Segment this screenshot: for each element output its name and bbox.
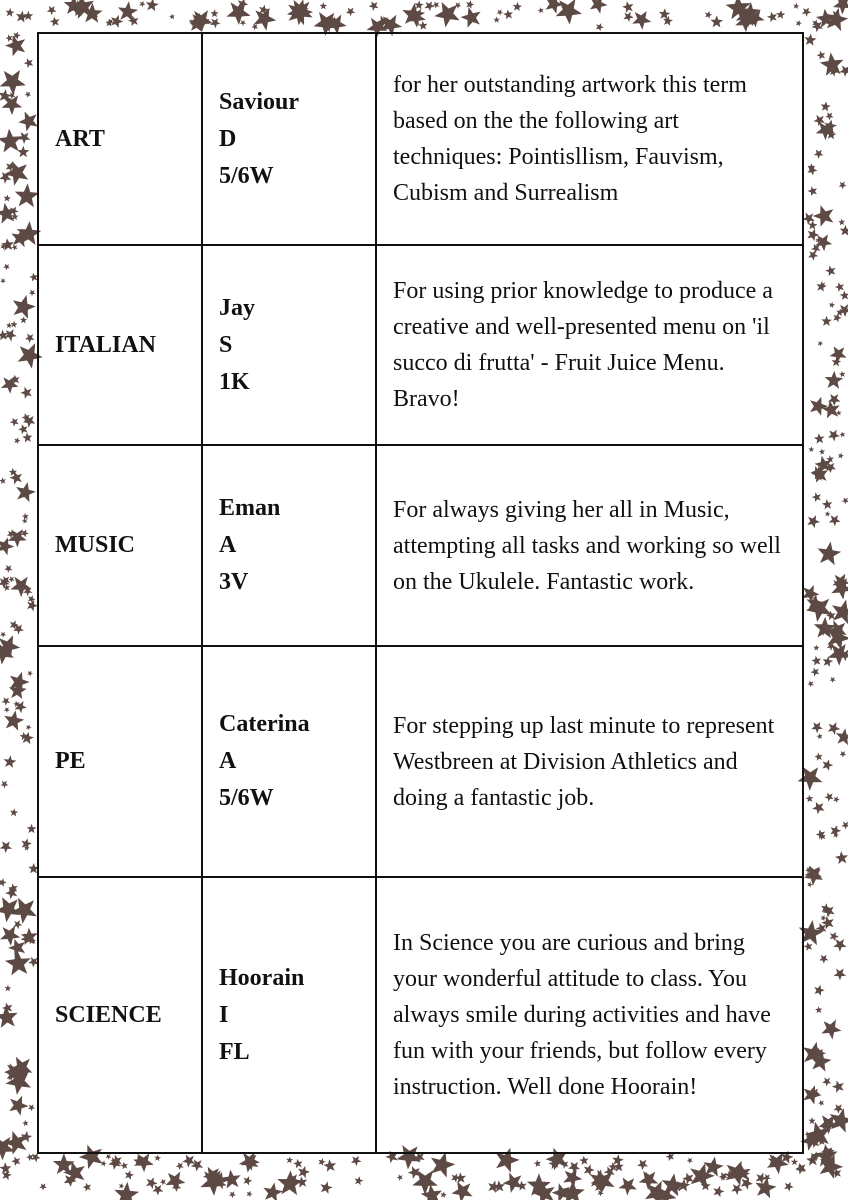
star-icon <box>710 15 723 27</box>
star-icon <box>497 9 503 15</box>
star-icon <box>39 1183 47 1190</box>
star-icon <box>835 282 844 292</box>
star-icon <box>796 20 802 26</box>
star-icon <box>26 724 32 730</box>
star-icon <box>14 437 20 444</box>
star-icon <box>804 942 813 951</box>
star-icon <box>829 515 841 526</box>
star-icon <box>402 3 425 26</box>
star-icon <box>639 1171 659 1190</box>
star-icon <box>5 34 12 42</box>
student-class: FL <box>219 1038 250 1065</box>
star-icon <box>813 645 819 651</box>
star-icon <box>830 677 836 683</box>
star-icon <box>418 21 427 30</box>
star-icon <box>813 115 825 126</box>
student-first-name: Caterina <box>219 711 310 737</box>
star-icon <box>6 8 15 17</box>
star-icon <box>618 1178 637 1196</box>
student-class: 3V <box>219 569 249 595</box>
star-icon <box>320 1181 332 1194</box>
star-icon <box>125 1170 134 1180</box>
star-icon <box>176 1162 184 1170</box>
student-cell <box>202 877 376 1153</box>
star-icon <box>160 1179 166 1186</box>
star-icon <box>29 290 36 297</box>
star-icon <box>825 112 833 120</box>
star-icon <box>821 1020 841 1040</box>
star-icon <box>812 802 824 814</box>
star-icon <box>563 1169 582 1188</box>
star-icon <box>623 12 633 22</box>
star-icon <box>118 1 138 21</box>
star-icon <box>842 497 848 504</box>
star-icon <box>784 1182 794 1192</box>
star-icon <box>351 1156 362 1166</box>
star-icon <box>247 1191 253 1197</box>
star-icon <box>705 11 712 19</box>
star-icon <box>825 511 831 517</box>
star-icon <box>810 397 828 416</box>
star-icon <box>840 225 848 236</box>
star-icon <box>811 722 823 733</box>
star-icon <box>25 334 35 344</box>
student-first-name: Saviour <box>219 88 300 115</box>
star-icon <box>822 499 833 509</box>
star-icon <box>22 513 29 520</box>
star-icon <box>829 302 835 308</box>
star-icon <box>1 238 14 251</box>
student-initial: A <box>219 532 237 558</box>
star-icon <box>840 291 848 301</box>
star-icon <box>812 492 821 502</box>
star-icon <box>841 822 848 830</box>
awards-table <box>37 32 804 1152</box>
star-icon <box>814 433 825 444</box>
star-icon <box>822 1077 831 1086</box>
star-icon <box>839 751 846 758</box>
star-icon <box>835 851 848 864</box>
star-icon <box>397 1174 403 1180</box>
subject-cell: MUSIC <box>38 445 202 646</box>
star-icon <box>811 668 820 677</box>
star-icon <box>229 1191 236 1198</box>
award-row <box>38 646 803 877</box>
star-icon <box>5 985 12 992</box>
star-icon <box>0 70 26 95</box>
star-icon <box>538 7 544 13</box>
star-icon <box>811 656 821 666</box>
star-icon <box>767 12 777 23</box>
star-icon <box>139 1 145 7</box>
star-icon <box>804 865 822 882</box>
star-icon <box>24 58 33 68</box>
star-icon <box>808 186 818 196</box>
star-icon <box>432 2 439 9</box>
star-icon <box>822 400 840 418</box>
star-icon <box>687 1158 693 1164</box>
reason-cell: for her outstanding artwork this term based on the the following art techniques: Pointisllism, Fauvism, Cubism and Surrealism <box>376 33 803 245</box>
star-icon <box>831 825 842 836</box>
star-icon <box>808 1117 815 1124</box>
star-icon <box>28 595 36 603</box>
star-icon <box>731 1184 743 1195</box>
star-icon <box>808 446 814 452</box>
star-icon <box>346 8 355 17</box>
star-icon <box>243 1176 252 1185</box>
star-icon <box>440 1192 446 1199</box>
star-icon <box>807 681 814 688</box>
star-icon <box>825 793 834 802</box>
star-icon <box>23 11 33 21</box>
star-icon <box>4 329 17 341</box>
star-icon <box>0 632 6 638</box>
reason-cell: For stepping up last minute to represent Westbreen at Division Athletics and doing a fantastic job. <box>376 646 803 877</box>
star-icon <box>114 1182 139 1200</box>
student-cell <box>202 33 376 245</box>
star-icon <box>27 824 37 834</box>
star-icon <box>169 14 175 20</box>
star-icon <box>832 357 842 366</box>
award-row <box>38 445 803 646</box>
star-icon <box>211 9 219 17</box>
star-icon <box>119 1183 125 1189</box>
star-icon <box>0 129 22 153</box>
subject-cell: PE <box>38 646 202 877</box>
star-icon <box>9 1096 28 1116</box>
star-icon <box>662 1173 685 1196</box>
star-icon <box>817 51 826 60</box>
star-icon <box>818 1100 824 1106</box>
star-icon <box>20 387 32 399</box>
star-icon <box>808 250 818 260</box>
star-icon <box>4 710 24 730</box>
star-icon <box>47 6 57 15</box>
star-icon <box>2 1003 12 1014</box>
star-icon <box>493 17 499 23</box>
star-icon <box>704 1157 724 1177</box>
star-icon <box>834 969 846 981</box>
star-icon <box>819 955 828 964</box>
student-first-name: Hoorain <box>219 964 305 991</box>
star-icon <box>816 281 826 291</box>
star-icon <box>11 1157 20 1167</box>
star-icon <box>806 795 814 803</box>
star-icon <box>830 932 839 942</box>
star-icon <box>451 1182 472 1200</box>
award-row <box>38 245 803 445</box>
star-icon <box>20 316 27 323</box>
star-icon <box>814 150 824 159</box>
star-icon <box>10 418 19 427</box>
star-icon <box>713 1186 724 1198</box>
star-icon <box>293 1159 303 1169</box>
star-icon <box>0 841 12 853</box>
star-icon <box>828 430 840 442</box>
star-icon <box>663 16 673 26</box>
star-icon <box>16 482 36 502</box>
star-icon <box>10 808 18 816</box>
star-icon <box>839 65 848 77</box>
student-class: 5/6W <box>219 162 274 189</box>
star-icon <box>818 542 842 566</box>
reason-cell: For always giving her all in Music, attempting all tasks and working so well on the Ukulele. Fantastic work. <box>376 445 803 646</box>
star-icon <box>832 600 848 625</box>
star-icon <box>0 278 6 284</box>
star-icon <box>3 264 10 271</box>
star-icon <box>833 939 846 952</box>
star-icon <box>154 1155 161 1162</box>
star-icon <box>819 449 825 455</box>
student-cell <box>202 445 376 646</box>
star-icon <box>4 707 10 713</box>
star-icon <box>369 1 379 11</box>
star-icon <box>828 722 841 735</box>
star-icon <box>15 183 40 207</box>
star-icon <box>18 424 28 434</box>
star-icon <box>146 0 159 11</box>
star-icon <box>0 477 6 484</box>
star-icon <box>568 1162 580 1174</box>
star-icon <box>152 1185 163 1196</box>
star-icon <box>637 1160 648 1171</box>
star-icon <box>839 182 847 190</box>
star-icon <box>120 1162 128 1170</box>
star-icon <box>431 1152 456 1178</box>
star-icon <box>821 915 827 921</box>
star-icon <box>791 1158 798 1165</box>
star-icon <box>513 2 522 11</box>
star-icon <box>503 10 513 20</box>
star-icon <box>25 91 32 98</box>
star-icon <box>825 265 835 276</box>
star-icon <box>4 565 12 573</box>
star-icon <box>839 371 846 377</box>
star-icon <box>11 321 18 328</box>
star-icon <box>22 1120 28 1126</box>
student-initial: A <box>219 748 237 774</box>
star-icon <box>13 295 36 319</box>
star-icon <box>776 10 785 19</box>
star-icon <box>0 1162 11 1174</box>
student-initial: S <box>219 331 233 358</box>
star-icon <box>286 1157 293 1164</box>
star-icon <box>251 24 258 31</box>
star-icon <box>584 1164 595 1175</box>
star-icon <box>50 17 60 27</box>
subject-cell: SCIENCE <box>38 877 202 1153</box>
star-icon <box>83 1183 92 1192</box>
star-icon <box>455 1172 466 1183</box>
star-icon <box>807 515 820 528</box>
star-icon <box>815 1006 822 1013</box>
subject-cell: ART <box>38 33 202 245</box>
student-initial: I <box>219 1001 229 1028</box>
star-icon <box>11 244 17 250</box>
star-icon <box>590 0 608 14</box>
star-icon <box>821 316 832 326</box>
star-icon <box>227 2 251 25</box>
star-icon <box>833 796 840 803</box>
star-icon <box>817 733 823 739</box>
star-icon <box>503 1173 523 1193</box>
star-icon <box>4 755 17 768</box>
star-icon <box>461 7 481 28</box>
star-icon <box>298 1166 310 1178</box>
student-class: 1K <box>219 368 250 395</box>
star-icon <box>11 577 32 597</box>
star-icon <box>4 195 11 202</box>
star-icon <box>320 2 328 9</box>
star-icon <box>804 34 816 46</box>
star-icon <box>22 433 32 443</box>
star-icon <box>579 1156 588 1165</box>
star-icon <box>263 1182 283 1200</box>
star-icon <box>324 1159 337 1172</box>
star-icon <box>632 11 651 30</box>
student-first-name: Eman <box>219 495 281 521</box>
star-icon <box>814 985 825 996</box>
star-icon <box>803 1085 821 1104</box>
star-icon <box>0 878 7 887</box>
star-icon <box>18 112 38 132</box>
star-icon <box>821 102 831 112</box>
star-icon <box>817 341 823 347</box>
student-class: 5/6W <box>219 785 274 811</box>
star-icon <box>17 146 29 158</box>
subject-cell: ITALIAN <box>38 245 202 445</box>
star-icon <box>838 453 844 459</box>
student-cell <box>202 646 376 877</box>
reason-cell: In Science you are curious and bring your wonderful attitude to class. You always smile during activities and have fun with your friends, but follow every instruction. Well done Hoorain! <box>376 877 803 1153</box>
star-icon <box>838 219 845 226</box>
star-icon <box>9 682 27 700</box>
star-icon <box>31 1153 40 1163</box>
star-icon <box>802 8 811 17</box>
star-icon <box>836 728 848 745</box>
award-row <box>38 33 803 245</box>
star-icon <box>27 671 33 677</box>
star-icon <box>106 1154 112 1160</box>
star-icon <box>2 697 11 705</box>
star-icon <box>793 3 799 9</box>
student-initial: D <box>219 125 237 152</box>
star-icon <box>240 20 246 26</box>
star-icon <box>1 781 9 789</box>
star-icon <box>832 1080 844 1093</box>
star-icon <box>822 759 833 770</box>
reason-cell: For using prior knowledge to produce a creative and well-presented menu on 'il succo di frutta' - Fruit Juice Menu. Bravo! <box>376 245 803 445</box>
star-icon <box>355 1176 364 1185</box>
star-icon <box>814 753 822 761</box>
award-row <box>38 877 803 1153</box>
star-icon <box>18 132 30 144</box>
star-icon <box>596 23 604 31</box>
star-icon <box>807 882 813 888</box>
star-icon <box>839 431 845 437</box>
student-first-name: Jay <box>219 294 255 321</box>
star-icon <box>466 0 474 8</box>
star-icon <box>622 1 633 12</box>
star-icon <box>28 1104 35 1111</box>
student-cell <box>202 245 376 445</box>
star-icon <box>813 205 834 227</box>
star-icon <box>534 1160 541 1168</box>
star-icon <box>425 1 435 11</box>
